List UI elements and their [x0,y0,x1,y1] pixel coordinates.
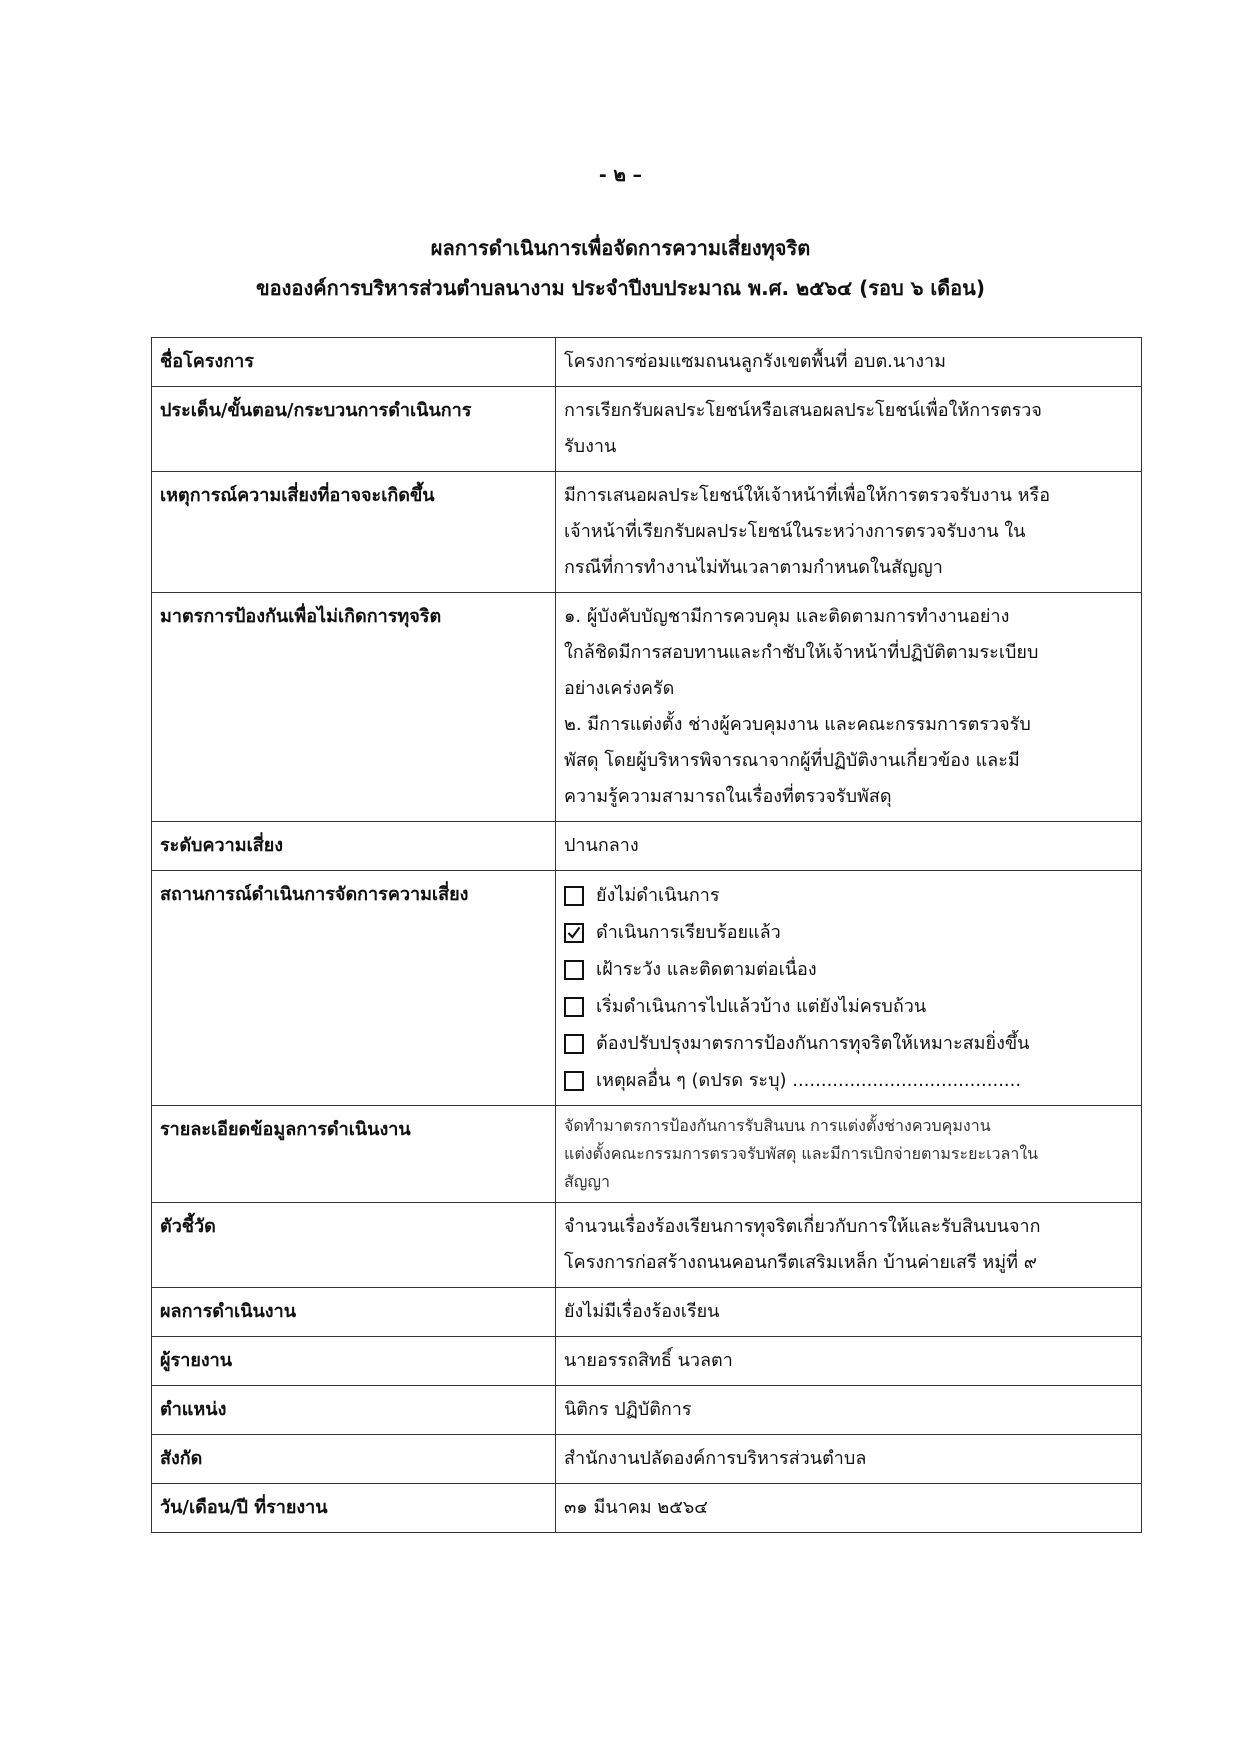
status-option-label: ดำเนินการเรียบร้อยแล้ว [596,921,781,943]
text-line: เจ้าหน้าที่เรียกรับผลประโยชน์ในระหว่างการตรวจรับงาน ใน [564,521,1026,542]
row-value-reporter: นายอรรถสิทธิ์ นวลตา [556,1337,1142,1386]
row-value-risk-event [556,472,1142,593]
row-label-affiliation: สังกัด [152,1435,556,1484]
status-option-label: เริ่มดำเนินการไปแล้วบ้าง แต่ยังไม่ครบถ้วน [596,995,927,1017]
row-value-result: ยังไม่มีเรื่องร้องเรียน [556,1288,1142,1337]
table-row [152,1106,1142,1203]
document-title: ผลการดำเนินการเพื่อจัดการความเสี่ยงทุจริต [430,236,811,260]
row-label-issue: ประเด็น/ขั้นตอน/กระบวนการดำเนินการ [152,387,556,472]
status-option [564,988,1133,1025]
status-option [564,951,1133,988]
text-line: จำนวนเรื่องร้องเรียนการทุจริตเกี่ยวกับการให้และรับสินบนจาก [564,1216,1041,1237]
checkbox-unchecked[interactable] [564,1071,584,1091]
text-line: โครงการก่อสร้างถนนคอนกรีตเสริมเหล็ก บ้านค่ายเสรี หมู่ที่ ๙ [564,1252,1037,1273]
checkbox-unchecked[interactable] [564,997,584,1017]
table-row [152,593,1142,822]
table-row [152,472,1142,593]
text-line: มีการเสนอผลประโยชน์ให้เจ้าหน้าที่เพื่อให้การตรวจรับงาน หรือ [564,485,1050,506]
status-option [564,914,1133,951]
row-value-report-date: ๓๑ มีนาคม ๒๕๖๔ [556,1484,1142,1533]
text-line: ๑. ผู้บังคับบัญชามีการควบคุม และติดตามการทำงานอย่าง [564,606,1010,627]
table-row [152,1484,1142,1533]
row-label-status: สถานการณ์ดำเนินการจัดการความเสี่ยง [152,871,556,1106]
row-value-issue [556,387,1142,472]
text-line: กรณีที่การทำงานไม่ทันเวลาตามกำหนดในสัญญา [564,557,943,578]
text-line: การเรียกรับผลประโยชน์หรือเสนอผลประโยชน์เพื่อให้การตรวจ [564,400,1042,421]
text-line: รับงาน [564,436,617,457]
table-row [152,1435,1142,1484]
row-value-prevention [556,593,1142,822]
row-label-indicator: ตัวชี้วัด [152,1203,556,1288]
table-row [152,822,1142,871]
status-options [556,871,1142,1106]
status-option-label: เฝ้าระวัง และติดตามต่อเนื่อง [596,958,817,980]
table-row [152,1203,1142,1288]
row-value-indicator [556,1203,1142,1288]
status-option-label: ยังไม่ดำเนินการ [596,884,720,906]
table-row [152,1386,1142,1435]
text-line: แต่งตั้งคณะกรรมการตรวจรับพัสดุ และมีการเบิกจ่ายตามระยะเวลาใน [564,1144,1039,1163]
row-value-position: นิติกร ปฏิบัติการ [556,1386,1142,1435]
text-line: จัดทำมาตรการป้องกันการรับสินบน การแต่งตั้งช่างควบคุมงาน [564,1116,991,1135]
status-option [564,1062,1133,1099]
text-line: ความรู้ความสามารถในเรื่องที่ตรวจรับพัสดุ [564,786,892,807]
checkmark-icon [566,923,582,943]
text-line: อย่างเคร่งครัด [564,678,675,699]
text-line: ๒. มีการแต่งตั้ง ช่างผู้ควบคุมงาน และคณะกรรมการตรวจรับ [564,714,1031,735]
status-option [564,1025,1133,1062]
document-subtitle: ขององค์การบริหารส่วนตำบลนางาม ประจำปีงบประมาณ พ.ศ. ๒๕๖๔ (รอบ ๖ เดือน) [255,276,985,300]
page-number: - ๒ – [598,164,643,186]
row-value-risk-level: ปานกลาง [556,822,1142,871]
row-label-project: ชื่อโครงการ [152,338,556,387]
row-label-prevention: มาตรการป้องกันเพื่อไม่เกิดการทุจริต [152,593,556,822]
text-line: พัสดุ โดยผู้บริหารพิจารณาจากผู้ที่ปฏิบัติงานเกี่ยวข้อง และมี [564,750,1020,771]
status-option-label: ต้องปรับปรุงมาตรการป้องกันการทุจริตให้เหมาะสมยิ่งขึ้น [596,1032,1030,1054]
table-row [152,387,1142,472]
row-label-risk-event: เหตุการณ์ความเสี่ยงที่อาจจะเกิดขึ้น [152,472,556,593]
text-line: ใกล้ชิดมีการสอบทานและกำชับให้เจ้าหน้าที่ปฏิบัติตามระเบียบ [564,642,1039,663]
table-row [152,1288,1142,1337]
table-row [152,871,1142,1106]
row-label-risk-level: ระดับความเสี่ยง [152,822,556,871]
table-row [152,338,1142,387]
checkbox-unchecked[interactable] [564,1034,584,1054]
checkbox-unchecked[interactable] [564,960,584,980]
table-row [152,1337,1142,1386]
row-label-reporter: ผู้รายงาน [152,1337,556,1386]
row-label-result: ผลการดำเนินงาน [152,1288,556,1337]
status-option-label: เหตุผลอื่น ๆ (ดปรด ระบุ) ........................................ [596,1069,1022,1091]
row-value-project: โครงการซ่อมแซมถนนลูกรังเขตพื้นที่ อบต.นางาม [556,338,1142,387]
status-option [564,877,1133,914]
checkbox-unchecked[interactable] [564,886,584,906]
row-value-details [556,1106,1142,1203]
row-label-details: รายละเอียดข้อมูลการดำเนินงาน [152,1106,556,1203]
row-value-affiliation: สำนักงานปลัดองค์การบริหารส่วนตำบล [556,1435,1142,1484]
row-label-report-date: วัน/เดือน/ปี ที่รายงาน [152,1484,556,1533]
text-line: สัญญา [564,1172,611,1191]
checkbox-checked[interactable] [564,923,584,943]
report-table [151,337,1142,1533]
row-label-position: ตำแหน่ง [152,1386,556,1435]
